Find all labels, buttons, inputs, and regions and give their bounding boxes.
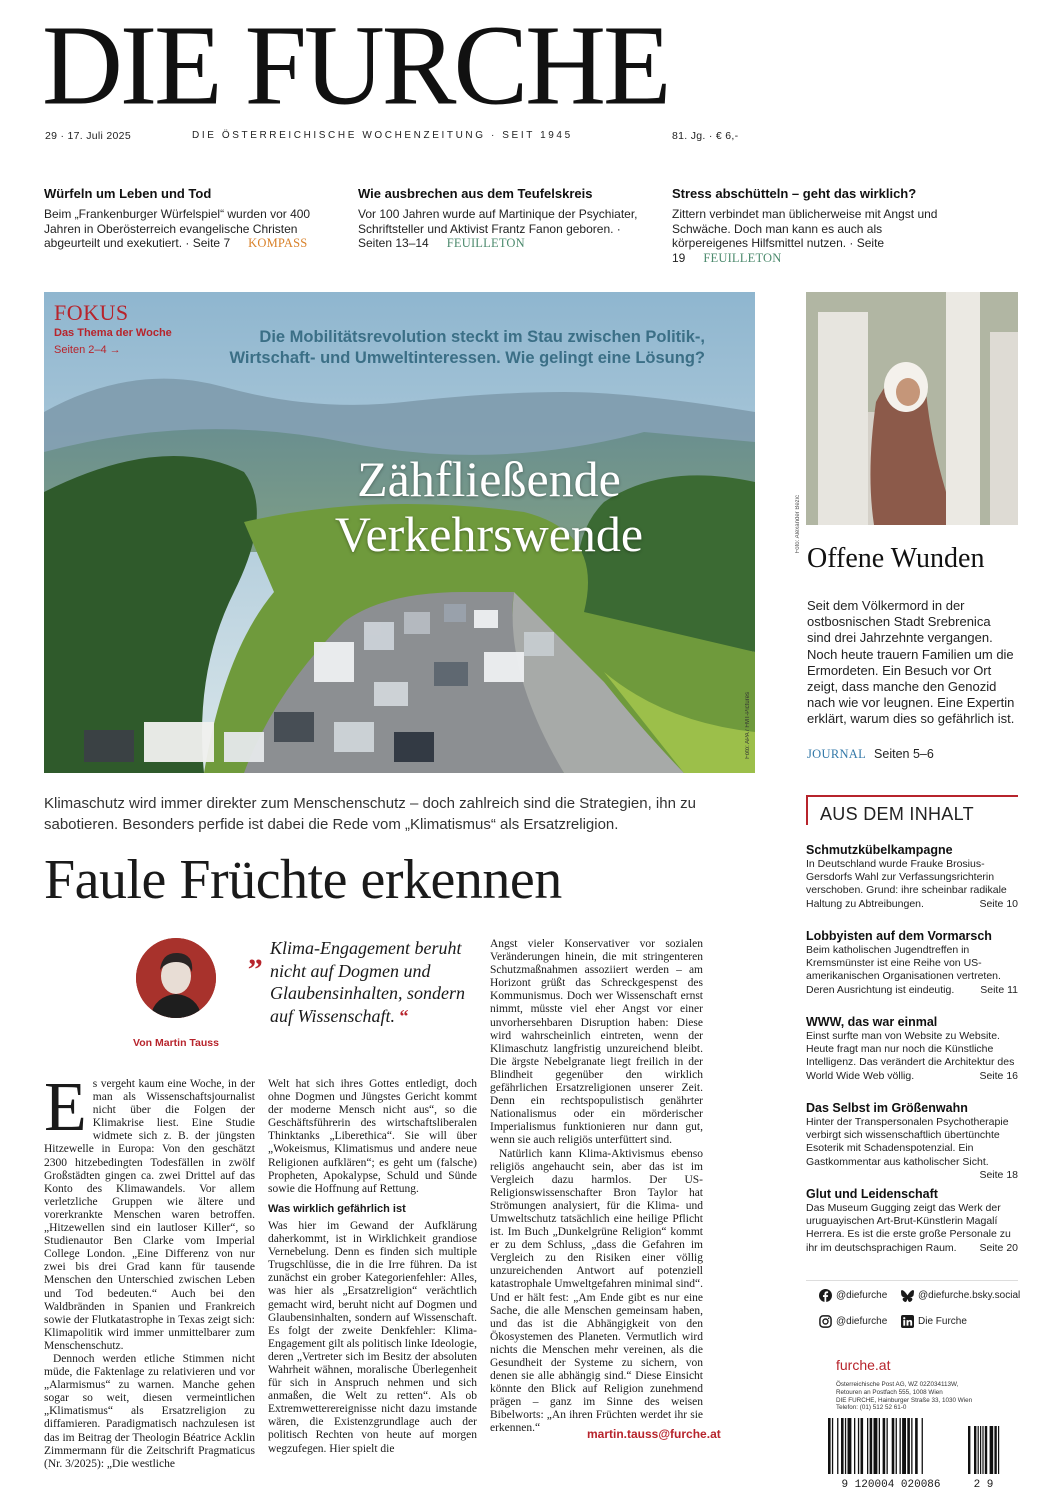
inhalt-item-page: Seite 20 (979, 1241, 1018, 1254)
facebook-icon (819, 1289, 832, 1302)
article-headline[interactable]: Faule Früchte erkennen (44, 849, 562, 911)
section-kicker: FEUILLETON (446, 236, 525, 250)
inhalt-item-text: Einst surfte man von Website zu Website. Heute fragt man nur noch die Künstliche Intelligenz. Das verändert die Architektur des World Wide Web völlig. Seite 16 (806, 1030, 1018, 1082)
author-email-link[interactable]: martin.tauss@furche.at (587, 1427, 721, 1441)
social-linkedin[interactable] (901, 1315, 967, 1328)
inhalt-item-text: Das Museum Gugging zeigt das Werk der uruguayischen Art-Brut-Künstlerin Magalí Herrera. Es ist die erste große Personale zu ihr im deutschsprachigen Raum. Seite 20 (806, 1202, 1018, 1254)
drop-cap: E (44, 1069, 87, 1146)
inhalt-item-page: Seite 10 (979, 897, 1018, 910)
inhalt-heading: AUS DEM INHALT (820, 804, 974, 824)
journal-kicker[interactable] (807, 747, 934, 762)
instagram-icon (819, 1315, 832, 1328)
inhalt-item-text: In Deutschland wurde Frauke Brosius-Gersdorfs Wahl zur Verfassungsrichterin verschoben. Grund: ihre scheinbar radikale Haltung zu Abtreibungen. Seite 10 (806, 858, 1018, 910)
inhalt-item-text: Beim katholischen Jugendtreffen in Kremsmünster ist eine Reihe von US-amerikanischen Organisationen vertreten. Deren Ausrichtung ist eindeutig. Seite 11 (806, 944, 1018, 996)
website-link[interactable]: furche.at (836, 1357, 891, 1373)
article-subhead: Was wirklich gefährlich ist (268, 1202, 406, 1215)
section-kicker: KOMPASS (248, 236, 308, 250)
journal-text: Seit dem Völkermord in der ostbosnischen Stadt Srebrenica sind drei Jahrzehnte vergangen. Noch heute trauern Familien um die Ermordeten. Ein Besuch vor Ort zeigt, dass manche den Genozid nach wie vor leugnen. Eine Expertin erklärt, warum dies so gefährlich ist. (807, 598, 1015, 727)
issue-price: 81. Jg. · € 6,- (672, 130, 739, 142)
barcode-bars (826, 1418, 1016, 1476)
quote-mark-icon: „ (248, 938, 263, 971)
social-instagram[interactable] (819, 1315, 887, 1328)
teaser-1[interactable] (44, 186, 339, 251)
article-column-3 (490, 938, 703, 1436)
fokus-hero[interactable] (44, 292, 755, 773)
social-bluesky[interactable] (901, 1289, 1020, 1302)
teaser-2[interactable] (358, 186, 638, 251)
inhalt-item-title: Glut und Leidenschaft (806, 1187, 938, 1201)
srebrenica-photo[interactable] (806, 292, 1018, 525)
article-paragraph: Dennoch werden etliche Stimmen nicht müde, die Faktenlage zu relativieren und vor „Alarmismus“ zu warnen. Manche gehen sogar so weit, diesen vermeintlichen „Klimatismus“ als Ersatzreligion zu diffamieren. Paradigmatisch nachzulesen ist das im Beitrag der Theologin Béatrice Acklin Zimmermann für die Zeitschrift Pragmaticus (Nr. 3/2025): „Die westliche (44, 1352, 255, 1470)
photo-credit: Foto: Alexander Bezic (795, 495, 801, 554)
inhalt-item[interactable] (806, 1187, 1018, 1255)
inhalt-item-title: Schmutzkübelkampagne (806, 843, 953, 857)
journal-title[interactable]: Offene Wunden (807, 543, 985, 574)
fokus-title: Zähfließende Verkehrswende (334, 451, 644, 562)
section-kicker: FEUILLETON (703, 250, 782, 265)
article-column-2 (268, 1078, 477, 1456)
imprint: Österreichische Post AG, WZ 02Z034113W, Retouren an Postfach 555, 1008 Wien DIE FURCHE, Hainburger Straße 33, 1030 Wien Telefon: (01) 512 52 61-0 (836, 1381, 973, 1412)
quote-close-mark: “ (399, 1005, 409, 1026)
barcode-addon: 2 9 (973, 1479, 994, 1491)
article-column-1 (44, 1069, 255, 1471)
inhalt-item[interactable] (806, 843, 1018, 911)
teaser-title: Wie ausbrechen aus dem Teufelskreis (358, 186, 593, 201)
inhalt-item-page: Seite 16 (979, 1069, 1018, 1082)
social-handle: @diefurche (836, 1290, 888, 1301)
author-byline: Von Martin Tauss (133, 1037, 219, 1049)
social-handle: @diefurche (836, 1316, 888, 1327)
teaser-text: Vor 100 Jahren wurde auf Martinique der Psychiater, Schriftsteller und Aktivist Frantz Fanon geboren. · Seiten 13–14 FEUILLETON (358, 207, 638, 250)
inhalt-item-title: Lobbyisten auf dem Vormarsch (806, 929, 992, 943)
fokus-subtitle: Das Thema der Woche (54, 327, 172, 339)
barcode (826, 1418, 1016, 1491)
journal-section: JOURNAL (807, 747, 867, 761)
teaser-3[interactable] (672, 186, 952, 265)
author-avatar (136, 938, 216, 1018)
inhalt-item-text: Hinter der Transpersonalen Psychotherapie verbirgt sich wissenschaftlich übertünchte Esoterik mit Schadenspotenzial. Ein Gastkommentar aus katholischer Sicht. Seite 18 (806, 1116, 1018, 1181)
bluesky-icon (901, 1289, 914, 1302)
inhalt-item-title: Das Selbst im Größenwahn (806, 1101, 968, 1115)
social-handle: @diefurche.bsky.social (918, 1290, 1021, 1301)
fokus-question: Die Mobilitätsrevolution steckt im Stau zwischen Politik-, Wirtschaft- und Umweltinteressen. Wie gelingt eine Lösung? (229, 328, 705, 367)
journal-pages: Seiten 5–6 (874, 747, 934, 761)
inhalt-rule (806, 795, 1018, 797)
photo-credit: Foto: APA / FMT-Pictures (745, 692, 751, 759)
inhalt-item-page: Seite 11 (980, 983, 1018, 996)
teaser-title: Würfeln um Leben und Tod (44, 186, 212, 201)
article-paragraph: Es vergeht kaum eine Woche, in der man als Wissenschaftsjournalist nicht über die Folgen der Klimakrise liest. Eine Studie widmete sich z. B. der jüngsten Hitzewelle in Europa: Von den geschätzt 2300 hitzebedingten Todesfällen in zwölf Großstädten gingen ca. zwei Drittel auf das Konto des Klimawandels. Vor allem verletzliche Gruppen wie ältere und vorerkrankte Menschen waren betroffen. „Hitzewellen sind ein lautloser Killer“, so Studienautor Ben Clarke vom Imperial College London. „Eine Differenz von nur zwei bis drei Grad kann für tausende Menschen den Unterschied zwischen Leben und Tod bedeuten.“ Auch bei den Waldbränden in Spanien und Frankreich sowie der Flutkatastrophe in Texas zeigt sich: Klimapolitik wird immer unmittelbarer zum Menschenschutz. (44, 1069, 255, 1352)
fokus-label: FOKUS (54, 300, 129, 325)
inhalt-item-title: WWW, das war einmal (806, 1015, 938, 1029)
article-paragraph: Was hier im Gewand der Aufklärung daherkommt, ist in Wirklichkeit grandiose Vernebelung. Denn es finden sich multiple Trugschlüsse, die in die Irre führen. Da ist zunächst ein grober Kategorienfehler: Alles, was hier als „Ersatzreligion“ verächtlich gemacht wird, beruht nicht auf Dogmen und Glaubensinhalten, sondern auf Wissenschaft. Es folgt der zweite Denkfehler: Klima-Engagement gilt als politisch linke Ideologie, deren „Vertreter sich im Besitz der absoluten Wahrheit wähnen, moralische Überlegenheit für sich in Anspruch nehmen und sich anmaßen, die Welt zu retten“. Als ob Extremwetterereignisse nicht dazu imstande wären, die Existenzgrundlage auch der politisch Rechten von heute auf morgen wegzufegen. Hier spielt die (268, 1219, 477, 1455)
inhalt-item-page: Seite 18 (979, 1168, 1018, 1181)
inhalt-item[interactable] (806, 1101, 1018, 1182)
barcode-number: 9 120004 020086 (841, 1479, 941, 1491)
inhalt-item[interactable] (806, 929, 1018, 997)
article-standfirst: Klimaschutz wird immer direkter zum Menschenschutz – doch zahlreich sind die Strategien, ihn zu sabotieren. Besonders perfide ist dabei die Rede vom „Klimatismus“ als Ersatzreligion. (44, 795, 696, 833)
teaser-text: Zittern verbindet man üblicherweise mit Angst und Schwäche. Doch man kann es auch als körpereigenes Hilfsmittel nutzen. · Seite 19 FEUILLETON (672, 207, 938, 265)
teaser-text: Beim „Frankenburger Würfelspiel“ wurden vor 400 Jahren in Oberösterreich evangelische Christen abgeurteilt und exekutiert. · Seite 7 KOMPASS (44, 207, 311, 250)
linkedin-icon (901, 1315, 914, 1328)
inhalt-rule-vertical (806, 795, 808, 825)
inhalt-item[interactable] (806, 1015, 1018, 1083)
social-facebook[interactable] (819, 1289, 887, 1302)
fokus-pages-link[interactable]: Seiten 2–4 → (54, 344, 121, 356)
article-paragraph: Natürlich kann Klima-Aktivismus ebenso religiös angehaucht sein, aber das ist im Vergleich dazu harmlos. Der US-Religionswissenschafter Bron Taylor hat Strömungen analysiert, für die Klima- und Umweltschutz tatsächlich eine heilige Pflicht ist. Im Buch „Dunkelgrüne Religion“ kommt er zu dem Schluss, „dass die Gefahren im Vergleich zu den Risiken einer völlig unzureichenden Antwort auf potenziell katastrophale Umweltgefahren minimal sind“. Und er hält fest: „Am Ende gibt es nur eine Sache, die alle Menschen gemeinsam haben, und das ist die Abhängigkeit von den Ökosystemen des Planeten. Vermutlich wird nichts die Menschen mehr vereinen, als die Gesundheit der Systeme zu sichern, von denen sie alle abhängig sind.“ Diese Einsicht könnte den Blick auf Religion zunehmend prägen – ganz im Sinne des weisen Bibelworts: „An ihren Früchten werdet ihr sie erkennen.“ (490, 1147, 703, 1435)
author-portrait (136, 938, 216, 1018)
teaser-title: Stress abschütteln – geht das wirklich? (672, 186, 917, 201)
article-paragraph: Welt hat sich ihres Gottes entledigt, doch ohne Dogmen und Jüngstes Gericht kommt der moderne Mensch nicht aus“, so die Geschäftsführerin des wirtschaftsliberalen Thinktanks „Liberethica“. Sie will über „Wokeismus, Klimatismus und andere neue Religionen aufklären“; es geht um (falsche) Propheten, Apokalypse, Schuld und Sünde sowie die Hoffnung auf Rettung. (268, 1078, 477, 1195)
issue-date: 29 · 17. Juli 2025 (45, 130, 131, 142)
masthead-logo: DIE FURCHE (42, 2, 669, 130)
social-divider (806, 1280, 1018, 1281)
social-handle: Die Furche (918, 1316, 967, 1327)
masthead-tagline: DIE ÖSTERREICHISCHE WOCHENZEITUNG · SEIT 1945 (192, 130, 573, 141)
pull-quote: Klima-Engagement beruht nicht auf Dogmen und Glaubensinhalten, sondern auf Wissenschaft. “ (270, 938, 465, 1026)
article-paragraph: Angst vieler Konservativer vor sozialen Veränderungen hinein, die mit stringenteren Schutzmaßnahmen assoziiert werden – am Horizont grüßt das Schreckgespenst des Kommunismus. Doch wer Wissenschaft ernst nimmt, müsste viel eher Angst vor einer unvorhersehbaren Disruption haben: Diese wird wahrscheinlich eintreten, wenn der Klimaschutz langfristig unzureichend bleibt. Die ärgste Nebelgranate liegt freilich in der Blindheit gegenüber den wirklich gefährlichen Ersatzreligionen unserer Zeit. Denn ein rechtspopulistisch genährter Nationalismus oder ein mörderischer Imperialismus funktionieren nur dann gut, wenn sie auch religiös unterfüttert sind. (490, 938, 703, 1147)
memorial-photo (806, 292, 1018, 525)
